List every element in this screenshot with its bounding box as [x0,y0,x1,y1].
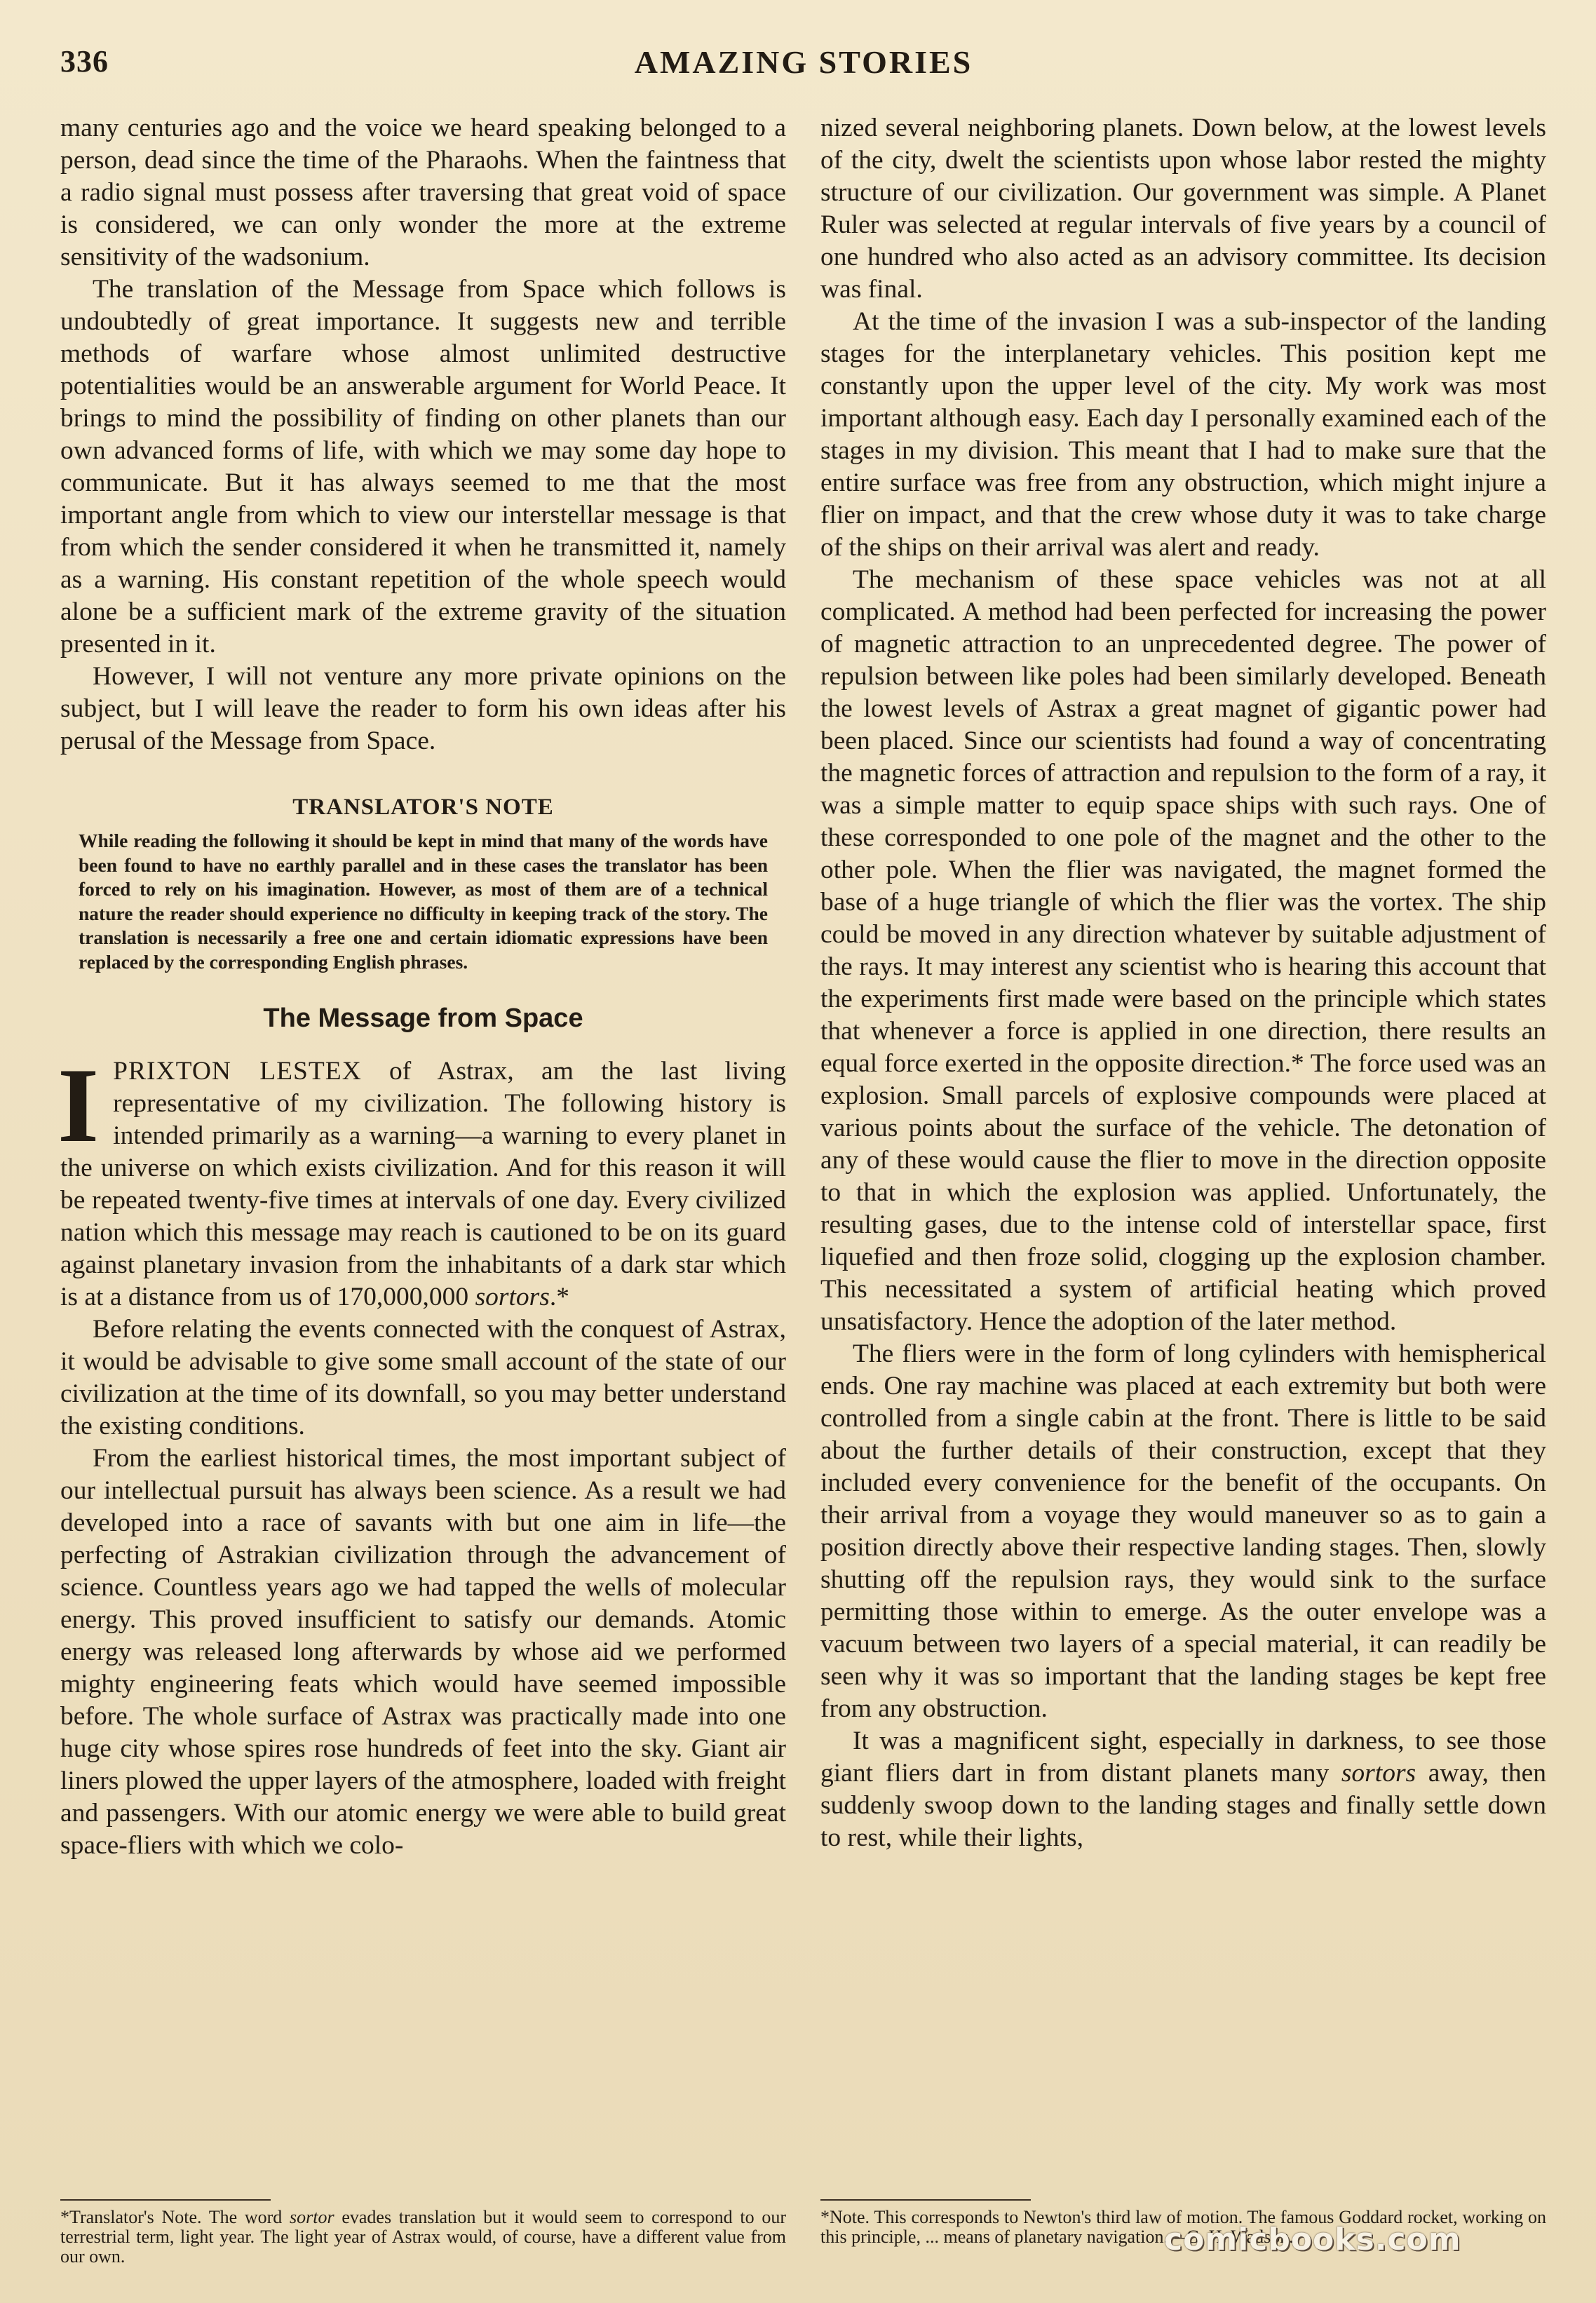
running-head [60,36,1547,86]
site-watermark: comicbooks.com [1164,2222,1461,2257]
magazine-title: AMAZING STORIES [634,44,973,80]
paragraph: The fliers were in the form of long cylinders with hemispherical ends. One ray machine was placed at each extremity but both were controlled from a single cabin at the front. There is little to be said about the further details of their construction, except that they included every convenience for the benefit of the occupants. On their arrival from a voyage they would maneuver so as to gain a position directly above their respective landing stages. Then, slowly shutting off the repulsion rays, they would sink to the surface permitting those within to emerge. As the outer envelope was a vacuum between two layers of a special material, it can readily be seen why it was so important that the landing stages be kept free from any obstruction. [820,1339,1546,1723]
paragraph: From the earliest historical times, the most important subject of our intellectual pursuit has always been science. As a result we had developed into a race of savants with but one aim in life—the perfecting of Astrakian civilization through the advancement of science. Countless years ago we had tapped the wells of molecular energy. This proved insufficient to satisfy our demands. Atomic energy was released long afterwards by whose aid we performed mighty engineering feats which would have seemed impossible before. The whole surface of Astrax was practically made into one huge city whose spires rose hundreds of feet into the sky. Giant air liners plowed the upper layers of the atmosphere, loaded with freight and passengers. With our atomic energy we were able to build great space-fliers with which we colo- [60,1444,786,1860]
paragraph-text: It was a magnificent sight, especially in darkness, to see those giant fliers dart in from distant planets many [820,1727,1546,1788]
unit-sortors: sortors [475,1283,550,1311]
paragraph [820,1725,1546,1854]
drop-cap: I [58,1046,100,1164]
opening-paragraph [58,1046,786,1313]
unit-sortors: sortors [1341,1759,1416,1788]
narrator-name: PRIXTON LESTEX [113,1057,362,1086]
footnote-term: sortor [290,2207,334,2227]
translators-note [60,791,786,974]
story-title: The Message from Space [263,1004,583,1033]
page-number: 336 [60,44,109,79]
footnote-right: *Note. This corresponds to Newton's third law of motion. The famous Goddard rocket, working on this principle, ... means of planetary navigation.—G. H. Wadson. [820,2207,1546,2247]
opening-text-end: .* [549,1283,569,1311]
footnote-rule-right [820,2199,1031,2201]
left-column [60,112,786,1862]
translators-note-title: TRANSLATOR'S NOTE [292,795,554,820]
footnote-rule-left [60,2199,271,2201]
paragraph: At the time of the invasion I was a sub-inspector of the landing stages for the interplanetary vehicles. This position kept me constantly upon the upper level of the city. My work was most important although easy. Each day I personally examined each of the stages in my division. This meant that I had to make sure that the entire surface was free from any obstruction, which might injure a flier on impact, and that the crew whose duty it was to take charge of the ships on their arrival was alert and ready. [820,307,1546,562]
footnote-text-end: evades translation but it would seem to correspond to our terrestrial term, light year. The light year of Astrax would, of course, have a different value from our own. [60,2207,786,2267]
footnote-left [60,2208,786,2267]
paragraph-text-end: away, then suddenly swoop down to the landing stages and finally settle down to rest, while their lights, [820,1759,1546,1852]
translators-note-body: While reading the following it should be kept in mind that many of the words have been found to have no earthly parallel and in these cases the translator has been forced to rely on his imagination. However, as most of them are of a technical nature the reader should experience no difficulty in keeping track of the story. The translation is necessarily a free one and certain idiomatic expressions have been replaced by the corresponding English phrases. [79,830,768,973]
paragraph: nized several neighboring planets. Down below, at the lowest levels of the city, dwelt the scientists upon whose labor rested the mighty structure of our civilization. Our government was simple. A Planet Ruler was selected at regular intervals of five years by a council of one hundred who also acted as an advisory committee. Its decision was final. [820,114,1546,304]
footnote-text: *Translator's Note. The word [60,2207,290,2227]
paragraph: many centuries ago and the voice we heard speaking belonged to a person, dead since the time of the Pharaohs. When the faintness that a radio signal must possess after traversing that great void of space is considered, we can only wonder the more at the extreme sensitivity of the wadsonium. [60,114,786,271]
paragraph: The translation of the Message from Space which follows is undoubtedly of great importance. It suggests new and terrible methods of warfare whose almost unlimited destructive potentialities would be an answerable argument for World Peace. It brings to mind the possibility of finding on other planets than our own advanced forms of life, with which we may some day hope to communicate. But it has always seemed to me that the most important angle from which to view our interstellar message is that from which the sender considered it when he transmitted it, namely as a warning. His constant repetition of the whole speech would alone be a sufficient mark of the extreme gravity of the situation presented in it. [60,275,786,659]
paragraph: The mechanism of these space vehicles was not at all complicated. A method had been perfected for increasing the power of magnetic attraction to an unprecedented degree. The power of repulsion between like poles had been similarly developed. Beneath the lowest levels of Astrax a great magnet of gigantic power had been placed. Since our scientists had found a way of concentrating the magnetic forces of attraction and repulsion to the form of a ray, it was a simple matter to equip space ships with such rays. One of these corresponded to one pole of the magnet and the other to the other pole. When the flier was navigated, the magnet formed the base of a huge triangle of which the flier was the vortex. The ship could be moved in any direction whatever by suitable adjustment of the rays. It may interest any scientist who is hearing this account that the experiments first made were based on the principle which states that whenever a force is applied in one direction, there results an equal force exerted in the opposite direction.* The force used was an explosion. Small parcels of explosive compounds were placed at various points about the surface of the vehicle. The detonation of any of these would cause the flier to move in the direction opposite to that in which the explosion was applied. Unfortunately, the resulting gases, due to the intense cold of interstellar space, first liquefied and then froze solid, clogging up the explosion chamber. This necessitated a system of artificial heating which proved unsatisfactory. Hence the adoption of the later method. [820,565,1546,1336]
right-column [820,112,1546,1854]
opening-text: of Astrax, am the last living representative of my civilization. The following history is intended primarily as a warning—a warning to every planet in the universe on which exists civilization. And for this reason it will be repeated twenty-five times at intervals of one day. Every civilized nation which this message may reach is cautioned to be on its guard against planetary invasion from the inhabitants of a dark star which is at a distance from us of 170,000,000 [60,1057,786,1311]
paragraph: However, I will not venture any more private opinions on the subject, but I will leave the reader to form his own ideas after his perusal of the Message from Space. [60,662,786,755]
paragraph: Before relating the events connected with the conquest of Astrax, it would be advisable to give some small account of the state of our civilization at the time of its downfall, so you may better understand the existing conditions. [60,1315,786,1440]
